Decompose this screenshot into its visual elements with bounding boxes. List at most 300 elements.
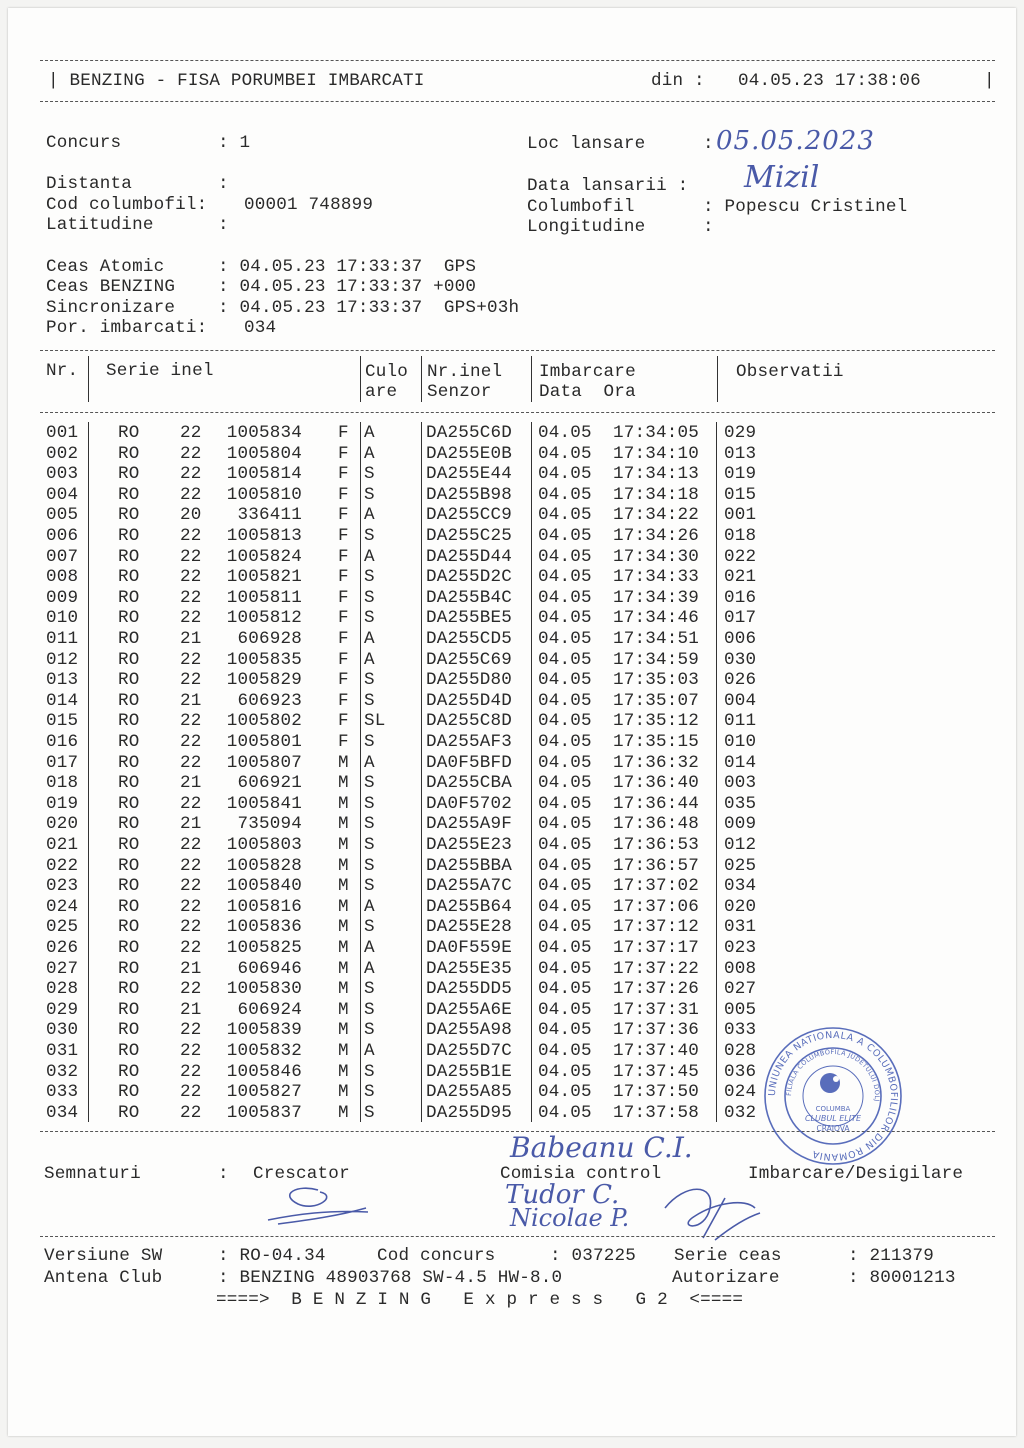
row-date: 04.05 [538, 1020, 592, 1041]
row-country: RO [118, 526, 140, 546]
row-sensor-ring: DA255CD5 [426, 629, 513, 649]
row-year: 22 [180, 732, 202, 752]
row-sex: F [338, 690, 349, 711]
row-color: S [364, 835, 375, 855]
row-observation: 011 [724, 711, 757, 732]
row-time: 17:37:58 [613, 1102, 700, 1123]
table-row [0, 814, 1024, 835]
row-sex: F [338, 587, 349, 608]
row-color: S [364, 1061, 375, 1082]
ceas-benzing-value: : 04.05.23 17:33:37 +000 [218, 277, 477, 297]
row-sensor-ring: DA255E28 [426, 917, 513, 938]
longitudine-label: Longitudine [527, 217, 646, 237]
row-time: 17:34:33 [613, 567, 700, 588]
columbofil-value: : Popescu Cristinel [703, 197, 908, 217]
row-date: 04.05 [538, 711, 592, 732]
row-time: 17:34:18 [613, 484, 700, 505]
row-observation: 033 [724, 1020, 757, 1041]
handwritten-release-place: Mizil [744, 160, 820, 195]
row-sensor-ring: DA255A9F [426, 814, 513, 835]
row-date: 04.05 [538, 608, 592, 629]
row-observation: 026 [724, 670, 757, 691]
row-country: RO [118, 999, 140, 1020]
antena-club-value: : BENZING 48903768 SW-4.5 HW-8.0 [218, 1268, 563, 1288]
row-year: 22 [180, 484, 202, 505]
row-time: 17:36:40 [613, 773, 700, 794]
table-row [0, 959, 1024, 980]
row-nr: 033 [46, 1082, 79, 1103]
row-color: SL [364, 711, 386, 732]
row-time: 17:36:44 [613, 793, 700, 814]
latitudine-label: Latitudine [46, 215, 154, 235]
row-country: RO [118, 732, 140, 752]
row-ring-number: 606924 [237, 999, 302, 1020]
table-row [0, 691, 1024, 712]
row-color: S [364, 917, 375, 938]
row-year: 22 [180, 896, 202, 917]
row-ring-number: 1005834 [226, 423, 302, 443]
table-row [0, 917, 1024, 938]
row-observation: 019 [724, 464, 757, 485]
table-row [0, 629, 1024, 650]
row-country: RO [118, 711, 140, 732]
row-color: S [364, 587, 375, 608]
table-row [0, 567, 1024, 588]
row-sex: F [338, 484, 349, 505]
row-nr: 013 [46, 670, 79, 691]
row-nr: 023 [46, 876, 79, 897]
row-year: 22 [180, 423, 202, 443]
row-nr: 011 [46, 629, 79, 649]
data-lansarii-label: Data lansarii : [527, 176, 689, 196]
row-country: RO [118, 1061, 140, 1082]
row-sex: F [338, 526, 349, 546]
row-sensor-ring: DA255D4D [426, 690, 513, 711]
row-observation: 012 [724, 835, 757, 855]
stamp-center-3: CRAIOVA [816, 1124, 850, 1133]
cod-concurs-label: Cod concurs [377, 1246, 496, 1266]
row-sex: M [338, 876, 349, 897]
row-date: 04.05 [538, 793, 592, 814]
row-nr: 001 [46, 423, 79, 443]
col-header-culoare-2: are [365, 382, 398, 402]
row-sensor-ring: DA255D7C [426, 1041, 513, 1061]
row-sensor-ring: DA255D2C [426, 567, 513, 588]
row-time: 17:34:59 [613, 649, 700, 670]
row-time: 17:35:07 [613, 690, 700, 711]
row-nr: 010 [46, 608, 79, 629]
row-country: RO [118, 464, 140, 485]
column-separator [717, 356, 718, 402]
col-header-nr-inel-1: Nr.inel [427, 362, 503, 382]
sincronizare-value: : 04.05.23 17:33:37 GPS+03h [218, 298, 520, 318]
row-year: 22 [180, 1102, 202, 1123]
row-date: 04.05 [538, 567, 592, 588]
row-sensor-ring: DA0F559E [426, 938, 513, 958]
row-observation: 004 [724, 690, 757, 711]
row-observation: 001 [724, 505, 757, 526]
row-date: 04.05 [538, 773, 592, 794]
row-country: RO [118, 896, 140, 917]
row-date: 04.05 [538, 1061, 592, 1082]
row-sex: M [338, 793, 349, 814]
concurs-label: Concurs [46, 133, 122, 153]
distanta-value: : [218, 174, 229, 194]
row-year: 20 [180, 505, 202, 526]
row-ring-number: 1005827 [226, 1082, 302, 1103]
row-date: 04.05 [538, 896, 592, 917]
row-nr: 028 [46, 979, 79, 1000]
row-time: 17:36:57 [613, 855, 700, 876]
row-ring-number: 1005801 [226, 732, 302, 752]
row-ring-number: 1005825 [226, 938, 302, 958]
porumbei-imbarcati-label: Por. imbarcati: [46, 318, 208, 338]
row-color: S [364, 814, 375, 835]
row-ring-number: 1005802 [226, 711, 302, 732]
row-sex: M [338, 938, 349, 958]
concurs-value: : 1 [218, 133, 251, 153]
row-year: 22 [180, 587, 202, 608]
table-row [0, 773, 1024, 794]
antena-club-label: Antena Club [44, 1268, 163, 1288]
row-country: RO [118, 649, 140, 670]
row-ring-number: 1005846 [226, 1061, 302, 1082]
row-country: RO [118, 608, 140, 629]
row-sex: M [338, 1020, 349, 1041]
table-row [0, 979, 1024, 1000]
row-ring-number: 1005821 [226, 567, 302, 588]
col-header-culoare-1: Culo [365, 362, 409, 382]
row-color: A [364, 423, 375, 443]
row-color: A [364, 629, 375, 649]
row-observation: 027 [724, 979, 757, 1000]
row-year: 22 [180, 1061, 202, 1082]
row-time: 17:37:40 [613, 1041, 700, 1061]
table-row [0, 650, 1024, 671]
row-sex: F [338, 711, 349, 732]
row-sex: F [338, 670, 349, 691]
row-sensor-ring: DA255B98 [426, 484, 513, 505]
row-year: 22 [180, 752, 202, 773]
row-nr: 032 [46, 1061, 79, 1082]
row-time: 17:34:39 [613, 587, 700, 608]
row-color: A [364, 958, 375, 979]
row-time: 17:36:48 [613, 814, 700, 835]
row-sensor-ring: DA255D95 [426, 1102, 513, 1123]
row-ring-number: 1005811 [226, 587, 302, 608]
row-observation: 031 [724, 917, 757, 938]
row-sex: F [338, 505, 349, 526]
row-year: 22 [180, 1020, 202, 1041]
row-country: RO [118, 876, 140, 897]
row-nr: 018 [46, 773, 79, 794]
row-time: 17:37:06 [613, 896, 700, 917]
sincronizare-label: Sincronizare [46, 298, 176, 318]
row-country: RO [118, 979, 140, 1000]
row-ring-number: 1005840 [226, 876, 302, 897]
row-year: 22 [180, 546, 202, 567]
row-time: 17:34:05 [613, 423, 700, 443]
row-sex: M [338, 999, 349, 1020]
row-ring-number: 1005816 [226, 896, 302, 917]
row-ring-number: 1005812 [226, 608, 302, 629]
divider [40, 412, 995, 413]
row-date: 04.05 [538, 526, 592, 546]
imbarcare-desigilare-label: Imbarcare/Desigilare [748, 1164, 964, 1184]
row-date: 04.05 [538, 1102, 592, 1123]
row-color: A [364, 443, 375, 464]
row-date: 04.05 [538, 505, 592, 526]
row-ring-number: 1005828 [226, 855, 302, 876]
row-date: 04.05 [538, 958, 592, 979]
row-nr: 027 [46, 958, 79, 979]
row-sensor-ring: DA255E35 [426, 958, 513, 979]
row-color: A [364, 505, 375, 526]
table-row [0, 753, 1024, 774]
ceas-benzing-label: Ceas BENZING [46, 277, 176, 297]
column-separator [421, 356, 422, 402]
row-country: RO [118, 1082, 140, 1103]
row-country: RO [118, 546, 140, 567]
row-nr: 019 [46, 793, 79, 814]
row-sensor-ring: DA255B4C [426, 587, 513, 608]
row-date: 04.05 [538, 938, 592, 958]
table-row [0, 547, 1024, 568]
row-ring-number: 1005804 [226, 443, 302, 464]
table-row [0, 505, 1024, 526]
row-country: RO [118, 814, 140, 835]
row-country: RO [118, 793, 140, 814]
table-row [0, 526, 1024, 547]
row-date: 04.05 [538, 629, 592, 649]
row-year: 22 [180, 917, 202, 938]
row-date: 04.05 [538, 670, 592, 691]
row-observation: 006 [724, 629, 757, 649]
row-nr: 015 [46, 711, 79, 732]
cod-columbofil-value: 00001 748899 [244, 195, 374, 215]
row-sex: M [338, 1041, 349, 1061]
row-date: 04.05 [538, 1041, 592, 1061]
row-country: RO [118, 938, 140, 958]
row-color: S [364, 670, 375, 691]
row-observation: 028 [724, 1041, 757, 1061]
row-ring-number: 1005824 [226, 546, 302, 567]
row-date: 04.05 [538, 855, 592, 876]
row-color: S [364, 773, 375, 794]
row-year: 22 [180, 855, 202, 876]
row-ring-number: 606923 [237, 690, 302, 711]
row-ring-number: 1005807 [226, 752, 302, 773]
row-country: RO [118, 1102, 140, 1123]
row-date: 04.05 [538, 814, 592, 835]
row-ring-number: 1005841 [226, 793, 302, 814]
row-date: 04.05 [538, 484, 592, 505]
row-observation: 029 [724, 423, 757, 443]
row-year: 21 [180, 690, 202, 711]
row-country: RO [118, 505, 140, 526]
loc-lansare-label: Loc lansare [527, 134, 646, 154]
row-nr: 006 [46, 526, 79, 546]
row-date: 04.05 [538, 1082, 592, 1103]
row-color: S [364, 855, 375, 876]
column-separator [531, 356, 532, 402]
row-date: 04.05 [538, 999, 592, 1020]
row-observation: 024 [724, 1082, 757, 1103]
row-sex: F [338, 649, 349, 670]
row-year: 21 [180, 629, 202, 649]
loc-lansare-value: : [703, 134, 714, 154]
table-row [0, 876, 1024, 897]
row-country: RO [118, 670, 140, 691]
row-observation: 008 [724, 958, 757, 979]
row-nr: 026 [46, 938, 79, 958]
row-country: RO [118, 917, 140, 938]
row-nr: 022 [46, 855, 79, 876]
crescator-label: Crescator [253, 1164, 350, 1184]
row-sex: F [338, 629, 349, 649]
row-time: 17:34:30 [613, 546, 700, 567]
row-year: 21 [180, 773, 202, 794]
row-year: 22 [180, 464, 202, 485]
cod-concurs-value: : 037225 [550, 1246, 637, 1266]
row-sensor-ring: DA255CBA [426, 773, 513, 794]
row-sensor-ring: DA255C25 [426, 526, 513, 546]
row-sex: F [338, 443, 349, 464]
row-sensor-ring: DA255A85 [426, 1082, 513, 1103]
row-nr: 029 [46, 999, 79, 1020]
longitudine-value: : [703, 217, 714, 237]
row-date: 04.05 [538, 732, 592, 752]
row-time: 17:34:10 [613, 443, 700, 464]
row-year: 22 [180, 876, 202, 897]
row-year: 22 [180, 567, 202, 588]
row-observation: 013 [724, 443, 757, 464]
row-sex: M [338, 1102, 349, 1123]
row-nr: 021 [46, 835, 79, 855]
row-time: 17:37:31 [613, 999, 700, 1020]
row-sex: M [338, 979, 349, 1000]
benzing-banner: ====> B E N Z I N G E x p r e s s G 2 <==== [216, 1290, 744, 1310]
row-time: 17:34:26 [613, 526, 700, 546]
row-country: RO [118, 423, 140, 443]
row-nr: 016 [46, 732, 79, 752]
row-ring-number: 1005810 [226, 484, 302, 505]
autorizare-label: Autorizare [672, 1268, 780, 1288]
row-color: S [364, 793, 375, 814]
row-sensor-ring: DA255AF3 [426, 732, 513, 752]
table-row [0, 444, 1024, 465]
row-observation: 035 [724, 793, 757, 814]
row-observation: 030 [724, 649, 757, 670]
row-year: 22 [180, 670, 202, 691]
document-title: | BENZING - FISA PORUMBEI IMBARCATI [48, 71, 425, 91]
row-date: 04.05 [538, 835, 592, 855]
table-row [0, 485, 1024, 506]
porumbei-imbarcati-value: 034 [244, 318, 277, 338]
row-nr: 007 [46, 546, 79, 567]
versiune-sw-value: : RO-04.34 [218, 1246, 326, 1266]
row-country: RO [118, 855, 140, 876]
row-year: 22 [180, 443, 202, 464]
row-country: RO [118, 587, 140, 608]
versiune-sw-label: Versiune SW [44, 1246, 163, 1266]
cod-columbofil-label: Cod columbofil: [46, 195, 208, 215]
row-sex: M [338, 814, 349, 835]
row-time: 17:37:50 [613, 1082, 700, 1103]
crescator-signature [258, 1180, 378, 1230]
row-sensor-ring: DA255E0B [426, 443, 513, 464]
row-date: 04.05 [538, 690, 592, 711]
row-year: 21 [180, 999, 202, 1020]
row-year: 22 [180, 1041, 202, 1061]
row-nr: 034 [46, 1102, 79, 1123]
row-sex: M [338, 773, 349, 794]
row-color: S [364, 567, 375, 588]
row-sex: F [338, 423, 349, 443]
row-ring-number: 606928 [237, 629, 302, 649]
row-sex: M [338, 1082, 349, 1103]
row-color: S [364, 608, 375, 629]
row-observation: 009 [724, 814, 757, 835]
row-color: S [364, 1082, 375, 1103]
row-year: 22 [180, 649, 202, 670]
row-ring-number: 1005814 [226, 464, 302, 485]
row-sensor-ring: DA255B1E [426, 1061, 513, 1082]
row-observation: 018 [724, 526, 757, 546]
divider [40, 60, 995, 61]
row-sensor-ring: DA255A98 [426, 1020, 513, 1041]
row-sensor-ring: DA255C69 [426, 649, 513, 670]
row-sensor-ring: DA255BBA [426, 855, 513, 876]
row-year: 22 [180, 526, 202, 546]
autorizare-value: : 80001213 [848, 1268, 956, 1288]
columbofil-label: Columbofil [527, 197, 635, 217]
row-ring-number: 735094 [237, 814, 302, 835]
table-row [0, 1000, 1024, 1021]
row-date: 04.05 [538, 876, 592, 897]
row-observation: 010 [724, 732, 757, 752]
row-ring-number: 1005837 [226, 1102, 302, 1123]
club-stamp [762, 1025, 904, 1167]
handwritten-signature-name-1: Babeanu C.I. [510, 1131, 693, 1164]
row-date: 04.05 [538, 587, 592, 608]
row-ring-number: 1005829 [226, 670, 302, 691]
row-observation: 021 [724, 567, 757, 588]
semnaturi-colon: : [218, 1164, 229, 1184]
row-country: RO [118, 773, 140, 794]
handwritten-release-date: 05.05.2023 [716, 126, 875, 156]
row-sex: F [338, 567, 349, 588]
row-color: A [364, 938, 375, 958]
comisia-control-label: Comisia control [500, 1164, 662, 1184]
row-observation: 025 [724, 855, 757, 876]
row-observation: 005 [724, 999, 757, 1020]
row-year: 22 [180, 835, 202, 855]
row-ring-number: 336411 [237, 505, 302, 526]
row-time: 17:37:26 [613, 979, 700, 1000]
row-sensor-ring: DA255B64 [426, 896, 513, 917]
table-row [0, 464, 1024, 485]
row-date: 04.05 [538, 752, 592, 773]
row-nr: 008 [46, 567, 79, 588]
row-sex: F [338, 464, 349, 485]
row-observation: 022 [724, 546, 757, 567]
table-row [0, 608, 1024, 629]
row-time: 17:36:32 [613, 752, 700, 773]
table-row [0, 856, 1024, 877]
row-observation: 023 [724, 938, 757, 958]
row-time: 17:34:51 [613, 629, 700, 649]
